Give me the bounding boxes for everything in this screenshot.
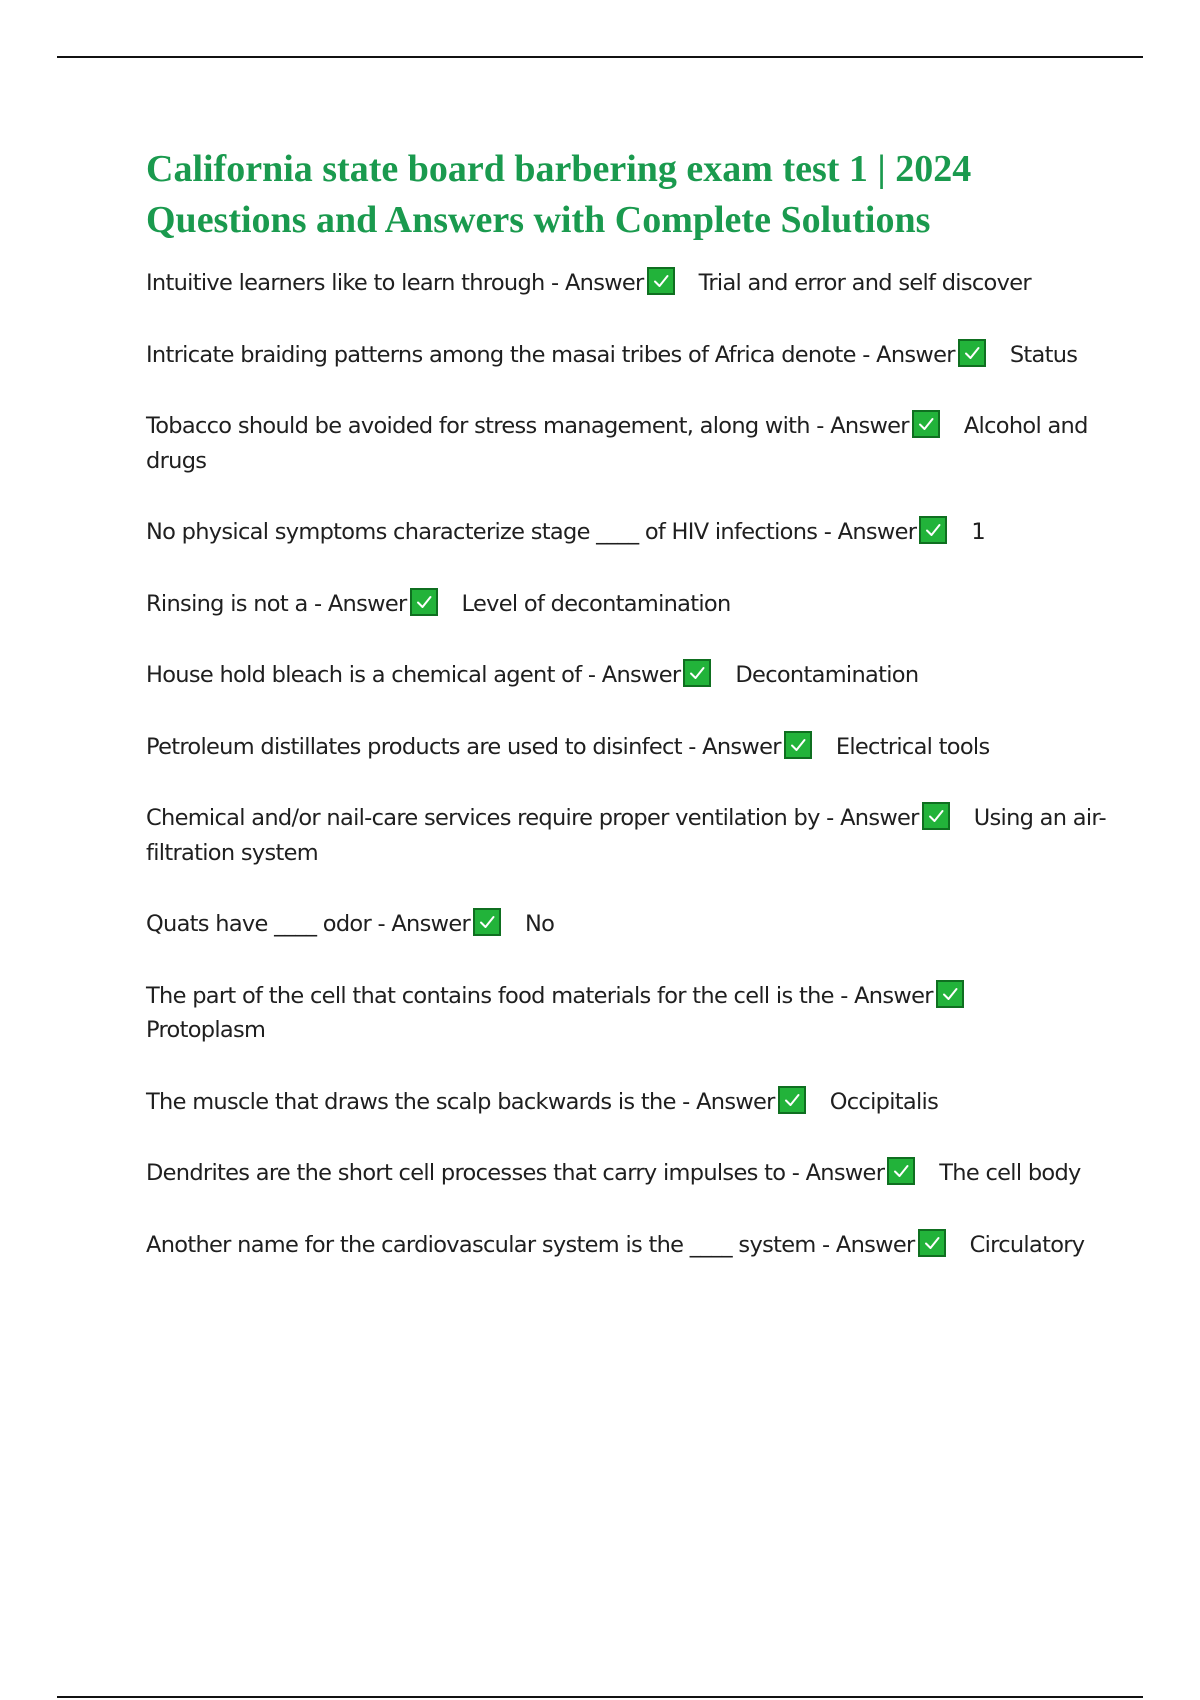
qa-item — [146, 338, 1106, 373]
question-text: The muscle that draws the scalp backwards is the - — [146, 1088, 697, 1115]
qa-item — [146, 266, 1106, 301]
check-mark-icon — [919, 516, 947, 544]
question-text: Chemical and/or nail-care services require proper ventilation by - — [146, 805, 841, 831]
top-rule — [57, 56, 1143, 58]
qa-list — [146, 266, 1106, 1262]
answer-label: Answer — [696, 1088, 775, 1115]
check-mark-icon — [778, 1086, 806, 1114]
answer-label: Answer — [876, 341, 955, 368]
answer-label: Answer — [601, 662, 681, 688]
qa-item — [146, 979, 1106, 1048]
answer-label: Answer — [835, 1231, 915, 1258]
question-text: Intricate braiding patterns among the masai tribes of Africa denote - — [146, 341, 877, 368]
question-text: Quats have ____ odor - — [146, 911, 392, 937]
question-text: Petroleum distillates products are used to disinfect - — [146, 733, 703, 760]
question-text: Dendrites are the short cell processes that carry impulses to - — [146, 1160, 806, 1186]
answer-text: Circulatory — [969, 1231, 1085, 1258]
answer-text: Trial and error and self discover — [698, 270, 1031, 296]
check-mark-icon — [887, 1157, 915, 1185]
document-body — [146, 144, 1106, 1299]
answer-label: Answer — [830, 413, 909, 439]
check-mark-icon — [922, 802, 950, 830]
question-text: The part of the cell that contains food materials for the cell is the - — [146, 982, 855, 1009]
question-text: Another name for the cardiovascular system is the ____ system - — [146, 1231, 836, 1258]
answer-text: Level of decontamination — [461, 590, 731, 617]
bottom-rule — [57, 1696, 1143, 1698]
check-mark-icon — [647, 267, 675, 295]
answer-text: Occipitalis — [829, 1088, 939, 1115]
answer-label: Answer — [837, 519, 917, 545]
qa-item — [146, 801, 1106, 870]
answer-text: Electrical tools — [835, 733, 990, 760]
qa-item — [146, 587, 1106, 622]
answer-text: The cell body — [939, 1160, 1081, 1186]
answer-text: No — [525, 911, 555, 937]
answer-label: Answer — [805, 1160, 885, 1186]
question-text: Intuitive learners like to learn through - — [146, 270, 565, 296]
answer-text: 1 — [971, 519, 985, 545]
check-mark-icon — [473, 908, 501, 936]
qa-item — [146, 1156, 1106, 1191]
check-mark-icon — [958, 339, 986, 367]
check-mark-icon — [683, 659, 711, 687]
answer-text: Alcohol and drugs — [146, 413, 1088, 474]
qa-item — [146, 409, 1106, 478]
check-mark-icon — [936, 980, 964, 1008]
answer-label: Answer — [840, 805, 919, 831]
answer-label: Answer — [327, 590, 407, 617]
qa-item — [146, 1228, 1106, 1263]
qa-item — [146, 907, 1106, 942]
qa-item — [146, 1085, 1106, 1120]
question-text: Tobacco should be avoided for stress management, along with - — [146, 413, 831, 439]
question-text: House hold bleach is a chemical agent of - — [146, 662, 602, 688]
question-text: No physical symptoms characterize stage ____ of HIV infections - — [146, 519, 838, 545]
check-mark-icon — [918, 1229, 946, 1257]
answer-text: Protoplasm — [146, 1017, 266, 1043]
answer-label: Answer — [854, 982, 933, 1009]
answer-text: Using an air-filtration system — [146, 805, 1106, 866]
qa-item — [146, 730, 1106, 765]
check-mark-icon — [912, 410, 940, 438]
answer-text: Decontamination — [735, 662, 919, 688]
qa-item — [146, 658, 1106, 693]
answer-text: Status — [1009, 341, 1078, 368]
answer-label: Answer — [564, 270, 644, 296]
answer-label: Answer — [391, 911, 471, 937]
check-mark-icon — [784, 731, 812, 759]
check-mark-icon — [410, 588, 438, 616]
question-text: Rinsing is not a - — [146, 590, 328, 617]
answer-label: Answer — [702, 733, 781, 760]
qa-item — [146, 515, 1106, 550]
document-title: California state board barbering exam test 1 | 2024 Questions and Answers with Complete Solutions — [146, 148, 972, 241]
